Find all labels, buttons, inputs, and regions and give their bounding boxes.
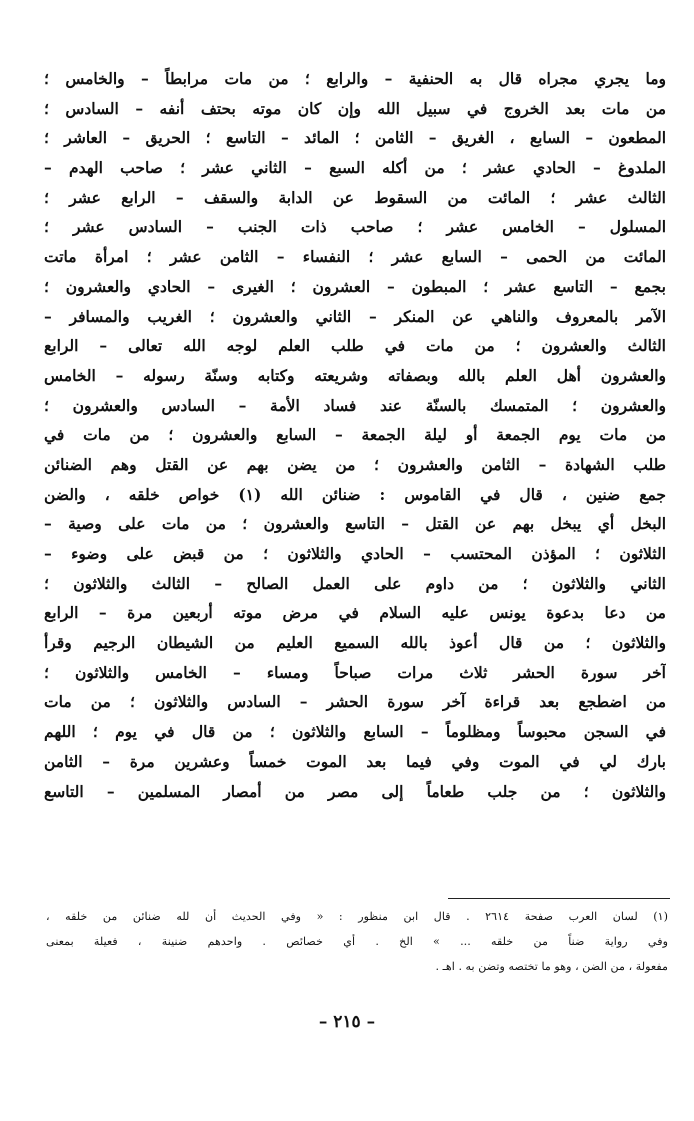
- text-line: من دعا بدعوة يونس عليه السلام في مرض موته أربعين مرة – الرابع: [44, 603, 666, 623]
- text-line: آخر سورة الحشر ثلاث مرات صباحاً ومساء – الخامس والثلاثون ؛: [44, 662, 666, 682]
- text-line: والثلاثون ؛ من قال أعوذ بالله السميع العليم من الشيطان الرجيم وقرأ: [44, 633, 666, 653]
- text-line: الآمر بالمعروف والناهي عن المنكر – الثاني والعشرون ؛ الغريب والمسافر –: [44, 306, 666, 326]
- text-line: الثالث والعشرون ؛ من مات في طلب العلم لوجه الله تعالى – الرابع: [44, 336, 666, 356]
- text-line: والثلاثون ؛ من جلب طعاماً إلى مصر من أمصار المسلمين – التاسع: [44, 781, 666, 801]
- text-line: طلب الشهادة – الثامن والعشرون ؛ من يضن بهم عن القتل وهم الضنائن: [44, 454, 666, 474]
- text-line: من مات يوم الجمعة أو ليلة الجمعة – السابع والعشرون ؛ من مات في: [44, 425, 666, 445]
- text-line: الثاني والثلاثون ؛ من داوم على العمل الصالح – الثالث والثلاثون ؛: [44, 573, 666, 593]
- text-line: والعشرون ؛ المتمسك بالسنّة عند فساد الأمة – السادس والعشرون ؛: [44, 395, 666, 415]
- text-line: بارك لي في الموت وفي فيما بعد الموت خمساً وعشرين مرة – الثامن: [44, 751, 666, 771]
- text-line: والعشرون أهل العلم بالله وبصفاته وشريعته وكتابه وسنّة رسوله – الخامس: [44, 365, 666, 385]
- footnote: [46, 904, 668, 979]
- text-line: البخل أي يبخل بهم عن القتل – التاسع والعشرون ؛ من مات على وصية –: [44, 514, 666, 534]
- footnote-line: وفي رواية ضناً من خلقه ... » الخ . أي خصائص . واحدهم ضنينة ، فعيلة بمعنى: [46, 935, 668, 948]
- text-line: وما يجري مجراه قال به الحنفية – والرابع ؛ من مات مرابطاً – والخامس ؛: [44, 69, 666, 88]
- text-line: الثلاثون ؛ المؤذن المحتسب – الحادي والثلاثون ؛ من قبض على وضوء –: [44, 544, 666, 563]
- text-line: بجمع – التاسع عشر ؛ المبطون – العشرون ؛ الغيرى – الحادي والعشرون ؛: [44, 276, 666, 296]
- main-text: [44, 64, 666, 806]
- text-line: من مات بعد الخروج في سبيل الله وإن كان موته بحتف أنفه – السادس ؛: [44, 98, 666, 118]
- text-line: في السجن محبوساً ومظلوماً – السابع والثلاثون ؛ من قال في يوم ؛ اللهم: [44, 722, 666, 742]
- text-line: المائت من الحمى – السابع عشر ؛ النفساء – الثامن عشر ؛ امرأة ماتت: [44, 247, 666, 267]
- page-number: – ٢١٥ –: [318, 1012, 376, 1032]
- text-line: من اضطجع بعد قراءة آخر سورة الحشر – السادس والثلاثون ؛ من مات: [44, 692, 666, 712]
- text-line: الثالث عشر ؛ المائت من السقوط عن الدابة والسقف – الرابع عشر ؛: [44, 187, 666, 207]
- footnote-line: مفعولة ، من الضن ، وهو ما تختصه وتضن به . اهـ .: [435, 960, 668, 973]
- footnote-line: (١) لسان العرب صفحة ٢٦١٤ . قال ابن منظور : « وفي الحديث أن لله ضنائن من خلقه ،: [46, 910, 668, 923]
- text-line: جمع ضنين ، قال في القاموس : ضنائن الله (١) خواص خلقه ، والضن: [44, 484, 666, 504]
- text-line: المطعون – السابع ، الغريق – الثامن ؛ المائد – التاسع ؛ الحريق – العاشر ؛: [44, 128, 666, 148]
- footnote-divider: [448, 898, 670, 899]
- text-line: الملدوغ – الحادي عشر ؛ من أكله السبع – الثاني عشر ؛ صاحب الهدم –: [44, 158, 666, 178]
- text-line: المسلول – الخامس عشر ؛ صاحب ذات الجنب – السادس عشر ؛: [44, 217, 666, 237]
